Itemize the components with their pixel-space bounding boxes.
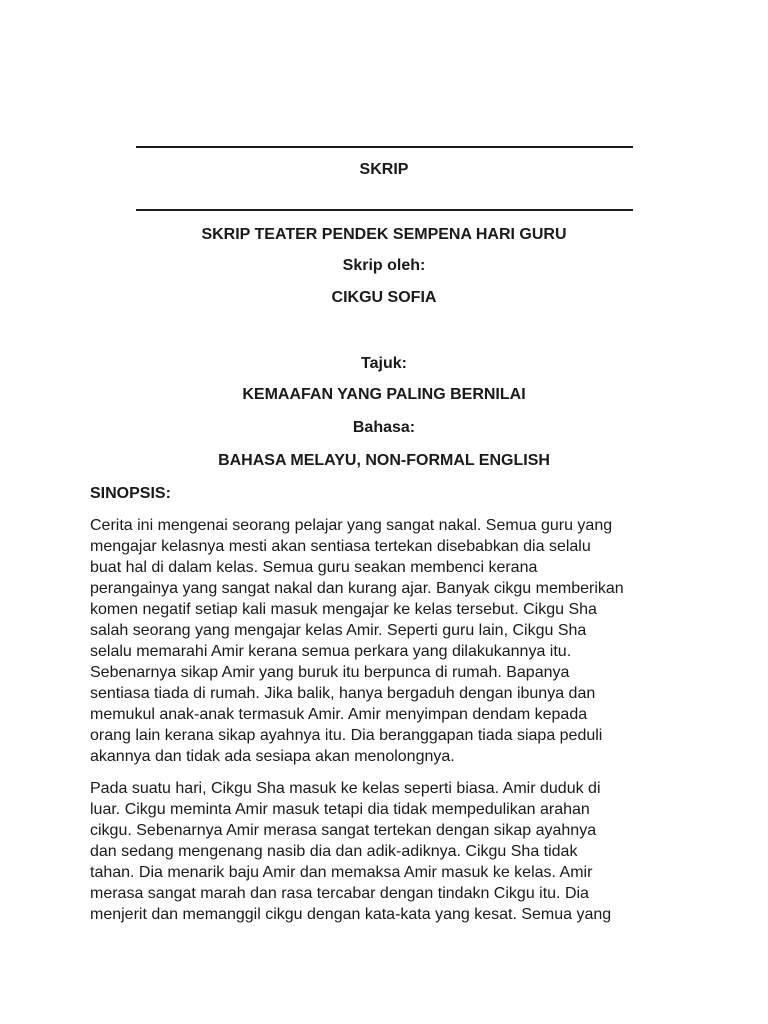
- paragraph-line: luar. Cikgu meminta Amir masuk tetapi dia tidak mempedulikan arahan: [90, 801, 590, 818]
- tajuk-label: Tajuk:: [361, 355, 407, 372]
- paragraph-line: menjerit dan memanggil cikgu dengan kata-kata yang kesat. Semua yang: [90, 906, 612, 923]
- sinopsis-paragraph-2: [90, 778, 690, 925]
- paragraph-line: perangainya yang sangat nakal dan kurang ajar. Banyak cikgu memberikan: [90, 580, 624, 597]
- paragraph-line: selalu memarahi Amir kerana semua perkara yang dilakukannya itu.: [90, 643, 572, 660]
- paragraph-line: memukul anak-anak termasuk Amir. Amir menyimpan dendam kepada: [90, 706, 588, 723]
- paragraph-line: orang lain kerana sikap ayahnya itu. Dia beranggapan tiada siapa peduli: [90, 727, 603, 744]
- paragraph-line: mengajar kelasnya mesti akan sentiasa tertekan disebabkan dia selalu: [90, 538, 591, 555]
- tajuk-value: KEMAAFAN YANG PALING BERNILAI: [242, 386, 526, 403]
- bahasa-value: BAHASA MELAYU, NON-FORMAL ENGLISH: [218, 452, 550, 469]
- script-title: SKRIP TEATER PENDEK SEMPENA HARI GURU: [201, 226, 567, 243]
- top-divider-line: [136, 146, 633, 148]
- paragraph-line: Sebenarnya sikap Amir yang buruk itu berpunca di rumah. Bapanya: [90, 664, 570, 681]
- bottom-divider-line: [136, 209, 633, 211]
- paragraph-line: dan sedang mengenang nasib dia dan adik-adiknya. Cikgu Sha tidak: [90, 843, 578, 860]
- document-label: SKRIP: [359, 161, 409, 178]
- paragraph-line: cikgu. Sebenarnya Amir merasa sangat tertekan dengan sikap ayahnya: [90, 822, 597, 839]
- paragraph-line: Pada suatu hari, Cikgu Sha masuk ke kelas seperti biasa. Amir duduk di: [90, 780, 601, 797]
- paragraph-line: sentiasa tiada di rumah. Jika balik, hanya bergaduh dengan ibunya dan: [90, 685, 596, 702]
- paragraph-line: merasa sangat marah dan rasa tercabar dengan tindakn Cikgu itu. Dia: [90, 885, 589, 902]
- paragraph-line: Cerita ini mengenai seorang pelajar yang sangat nakal. Semua guru yang: [90, 517, 613, 534]
- paragraph-line: akannya dan tidak ada sesiapa akan menolongnya.: [90, 748, 455, 765]
- byline-label: Skrip oleh:: [342, 257, 426, 274]
- author-name: CIKGU SOFIA: [331, 289, 437, 306]
- sinopsis-paragraph-1: [90, 515, 690, 767]
- paragraph-line: tahan. Dia menarik baju Amir dan memaksa Amir masuk ke kelas. Amir: [90, 864, 593, 881]
- bahasa-label: Bahasa:: [352, 419, 416, 436]
- paragraph-line: komen negatif setiap kali masuk mengajar ke kelas tersebut. Cikgu Sha: [90, 601, 597, 618]
- sinopsis-heading: SINOPSIS:: [90, 485, 171, 502]
- paragraph-line: buat hal di dalam kelas. Semua guru seakan membenci kerana: [90, 559, 538, 576]
- paragraph-line: salah seorang yang mengajar kelas Amir. Seperti guru lain, Cikgu Sha: [90, 622, 587, 639]
